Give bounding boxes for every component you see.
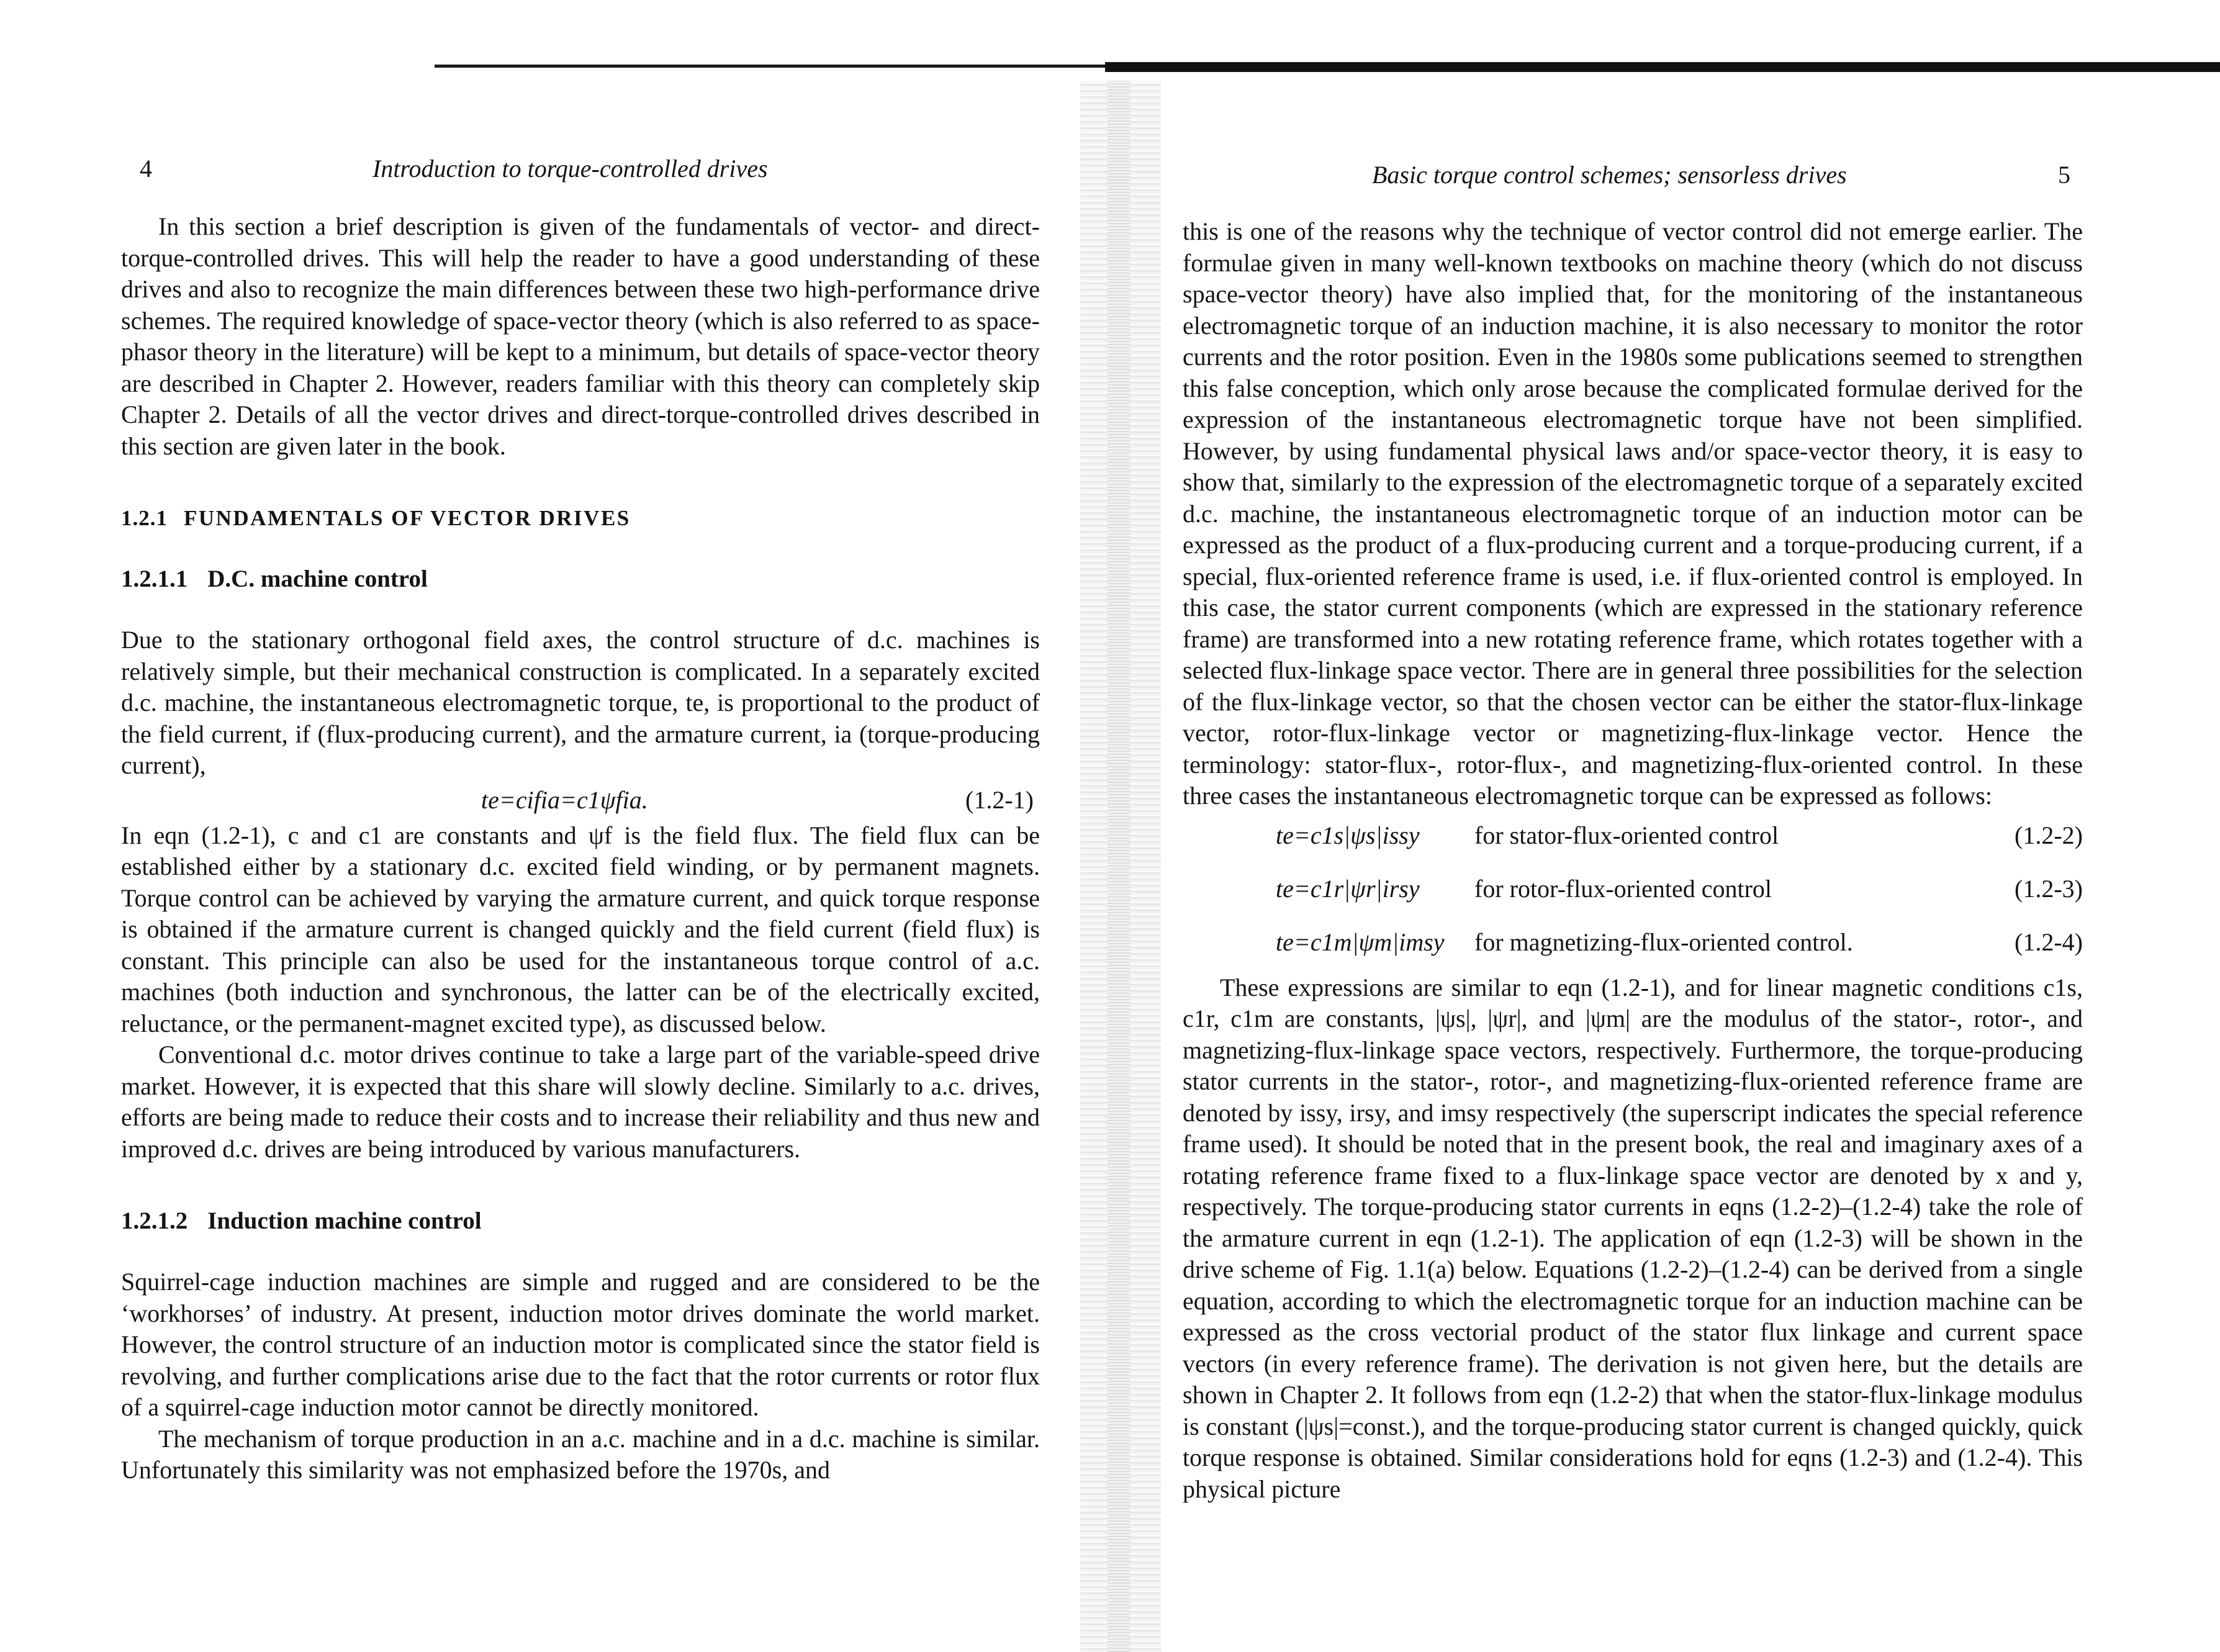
equation-1 xyxy=(121,782,1040,820)
equation-row xyxy=(1183,812,2083,865)
subsection-dc-number: 1.2.1.1 xyxy=(121,566,188,592)
conventional-paragraph: Conventional d.c. motor drives continue to take a large part of the variable-speed drive market. However, it is expected that this share will slowly decline. Similarly to a.c. drives, efforts are being made to reduce their costs and to increase their reliability and thus new and improved d.c. drives are being introduced by various manufacturers. xyxy=(121,1040,1040,1163)
right-page-body xyxy=(1183,216,2083,1505)
after-equation-paragraph: In eqn (1.2-1), c and c1 are constants and ψf is the field flux. The field flux can be established either by a stationary d.c. excited field winding, or by permanent magnets. Torque control can be achieved by varying the armature current, and quick torque response is obtained if the armature current is changed quickly and the field current (field flux) is constant. This principle can also be used for the instantaneous torque control of a.c. machines (both induction and synchronous, the latter can be of the electrically excited, reluctance, or the permanent-magnet excited type), as discussed below. xyxy=(121,821,1040,1037)
top-rule-left xyxy=(435,65,1105,68)
subsection-dc-title: D.C. machine control xyxy=(207,566,428,592)
right-page-number: 5 xyxy=(2058,161,2070,189)
equation-1-formula: te=cifia=c1ψfia. xyxy=(481,785,648,814)
mechanism-paragraph: The mechanism of torque production in an a.c. machine and in a d.c. machine is similar. Unfortunately this similarity was not emphasized before the 1970s, and xyxy=(121,1424,1040,1484)
expressions-paragraph: These expressions are similar to eqn (1.2-1), and for linear magnetic conditions c1s, c1r, c1m are constants, |ψs|, |ψr|, and |ψm| are the modulus of the stator-, rotor-, and magnetizing-flux-linkage space vectors, respectively. Furthermore, the torque-producing stator currents in the stator-, rotor-, and magnetizing-flux-oriented reference frame are denoted by issy, irsy, and imsy respectively (the superscript indicates the special reference frame used). It should be noted that in the present book, the real and imaginary axes of a rotating reference frame fixed to a flux-linkage space vector are denoted by x and y, respectively. The torque-producing stator currents in eqns (1.2-2)–(1.2-4) take the role of the armature current in eqn (1.2-1). The application of eqn (1.2-3) will be shown in the drive scheme of Fig. 1.1(a) below. Equations (1.2-2)–(1.2-4) can be derived from a single equation, according to which the electromagnetic torque for an induction machine can be expressed as the cross vectorial product of the stator flux linkage and current space vectors (in every reference frame). The derivation is not given here, but the details are shown in Chapter 2. It follows from eqn (1.2-2) that when the stator-flux-linkage modulus is constant (|ψs|=const.), and the torque-producing stator current is changed quickly, quick torque response is obtained. Similar considerations hold for eqns (1.2-3) and (1.2-4). This physical picture xyxy=(1183,973,2083,1503)
equation-row xyxy=(1183,919,2083,972)
intro-paragraph: In this section a brief description is given of the fundamentals of vector- and direct-torque-controlled drives. This will help the reader to have a good understanding of these drives and also to recognize the main differences between these two high-performance drive schemes. The required knowledge of space-vector theory (which is also referred to as space-phasor theory in the literature) will be kept to a minimum, but details of space-vector theory are described in Chapter 2. However, readers familiar with this theory can completely skip Chapter 2. Details of all the vector drives and direct-torque-controlled drives described in this section are given later in the book. xyxy=(121,212,1040,460)
left-page-header xyxy=(121,154,1040,191)
equation-1-number: (1.2-1) xyxy=(965,785,1034,814)
left-running-head: Introduction to torque-controlled drives xyxy=(372,155,768,183)
subsection-im-title: Induction machine control xyxy=(207,1207,482,1234)
top-rule-right xyxy=(1105,62,2220,72)
equation-formula: te=c1s|ψs|issy xyxy=(1276,821,1420,849)
right-page-header xyxy=(1183,160,2083,197)
equation-number: (1.2-2) xyxy=(2015,821,2083,849)
book-gutter-shadow xyxy=(1080,81,1161,1652)
equation-description: for magnetizing-flux-oriented control. xyxy=(1474,928,1853,956)
section-title: FUNDAMENTALS OF VECTOR DRIVES xyxy=(184,506,631,530)
right-running-head: Basic torque control schemes; sensorless drives xyxy=(1372,161,1847,189)
equation-number: (1.2-3) xyxy=(2015,874,2083,903)
section-number: 1.2.1 xyxy=(121,506,168,530)
subsection-im-heading xyxy=(121,1206,1040,1237)
equation-description: for rotor-flux-oriented control xyxy=(1474,874,1772,903)
equation-description: for stator-flux-oriented control xyxy=(1474,821,1779,849)
vector-control-paragraph: this is one of the reasons why the technique of vector control did not emerge earlier. The formulae given in many well-known textbooks on machine theory (which do not discuss space-vector theory) have also implied that, for the monitoring of the instantaneous electromagnetic torque of an induction machine, it is also necessary to monitor the rotor currents and the rotor position. Even in the 1980s some publications seemed to strengthen this false conception, which only arose because the complicated formulae derived for the expression of the instantaneous electromagnetic torque have not been simplified. However, by using fundamental physical laws and/or space-vector theory, it is easy to show that, similarly to the expression of the electromagnetic torque of a separately excited d.c. machine, the instantaneous electromagnetic torque of an induction motor can be expressed as the product of a flux-producing current and a torque-producing current, if a special, flux-oriented reference frame is used, i.e. if flux-oriented control is employed. In this case, the stator current components (which are expressed in the stationary reference frame) are transformed into a new rotating reference frame, which rotates together with a selected flux-linkage space vector. There are in general three possibilities for the selection of the flux-linkage vector, so that the chosen vector can be either the stator-flux-linkage vector, rotor-flux-linkage vector or magnetizing-flux-linkage vector. Hence the terminology: stator-flux-, rotor-flux-, and magnetizing-flux-oriented control. In these three cases the instantaneous electromagnetic torque can be expressed as follows: xyxy=(1183,217,2083,810)
left-page-body xyxy=(121,211,1040,1486)
equation-number: (1.2-4) xyxy=(2015,928,2083,956)
equation-formula: te=c1m|ψm|imsy xyxy=(1276,928,1445,956)
subsection-dc-heading xyxy=(121,564,1040,595)
induction-paragraph: Squirrel-cage induction machines are simple and rugged and are considered to be the ‘workhorses’ of industry. At present, induction motor drives dominate the world market. However, the control structure of an induction motor is complicated since the stator field is revolving, and further complications arise due to the fact that the rotor currents or rotor flux of a squirrel-cage induction motor cannot be directly monitored. xyxy=(121,1268,1040,1421)
dc-paragraph: Due to the stationary orthogonal field axes, the control structure of d.c. machines is relatively simple, but their mechanical construction is complicated. In a separately excited d.c. machine, the instantaneous electromagnetic torque, te, is proportional to the product of the field current, if (flux-producing current), and the armature current, ia (torque-producing current), xyxy=(121,626,1040,779)
subsection-im-number: 1.2.1.2 xyxy=(121,1207,188,1234)
left-page-number: 4 xyxy=(140,155,152,183)
section-heading xyxy=(121,503,1040,534)
equation-row xyxy=(1183,865,2083,919)
equation-formula: te=c1r|ψr|irsy xyxy=(1276,874,1420,903)
